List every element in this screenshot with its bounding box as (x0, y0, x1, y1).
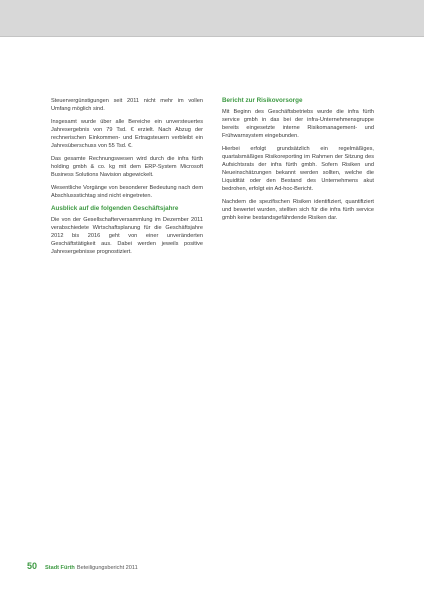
page-number: 50 (27, 561, 38, 571)
page-footer (27, 561, 138, 571)
paragraph: Steuervergünstigungen seit 2011 nicht mehr im vollen Umfang möglich sind. (51, 98, 203, 112)
footer-title: Stadt Fürth (45, 565, 75, 571)
left-column (51, 97, 203, 261)
paragraph: Nachdem die spezifischen Risiken identifiziert, quantifiziert und bewertet wurden, stellten sich für die infra fürth service gmbh keine bestandsgefährdende Risiken dar. (222, 199, 374, 221)
footer-subtitle: Beteiligungsbericht 2011 (76, 565, 138, 571)
top-band (0, 0, 424, 36)
paragraph: Das gesamte Rechnungswesen wird durch die infra fürth holding gmbh & co. kg mit dem ERP-System Microsoft Business Solutions Navision abgewickelt. (51, 156, 203, 178)
paragraph: Insgesamt wurde über alle Bereiche ein unversteuertes Jahresergebnis von 79 Tsd. € erzielt. Nach Abzug der rechnerischen Einkommen- und Ertragsteuern verbleibt ein Jahresüberschuss von 55 Tsd. €. (51, 119, 203, 149)
paragraph: Hierbei erfolgt grundsätzlich ein regelmäßiges, quartalsmäßiges Risikoreporting im Rahmen der Sitzung des Aufsichtsrats der infra fürth gmbh. Sofern Risiken und Neueinschätzungen bekannt werden sollten, welche die Liquidität oder den Bestand des Unternehmens akut bedrohen, erfolgt ein Ad-hoc-Bericht. (222, 146, 374, 192)
paragraph: Mit Beginn des Geschäftsbetriebs wurde die infra fürth service gmbh in das bei der infra-Unternehmensgruppe bereits eingesetzte interne Risikomanagement- und Frühwarnsystem eingebunden. (222, 109, 374, 139)
right-column (222, 97, 374, 227)
paragraph: Die von der Gesellschafterversammlung im Dezember 2011 verabschiedete Wirtschaftsplanung für die Geschäftsjahre 2012 bis 2016 geht von einer unveränderten Geschäftstätigkeit aus. Dabei werden jeweils positive Jahresergebnisse prognostiziert. (51, 217, 203, 255)
paragraph: Wesentliche Vorgänge von besonderer Bedeutung nach dem Abschlussstichtag sind nicht eingetreten. (51, 185, 203, 199)
section-heading: Ausblick auf die folgenden Geschäftsjahre (51, 205, 179, 212)
section-heading: Bericht zur Risikovorsorge (222, 97, 303, 104)
top-band-divider (0, 36, 424, 37)
